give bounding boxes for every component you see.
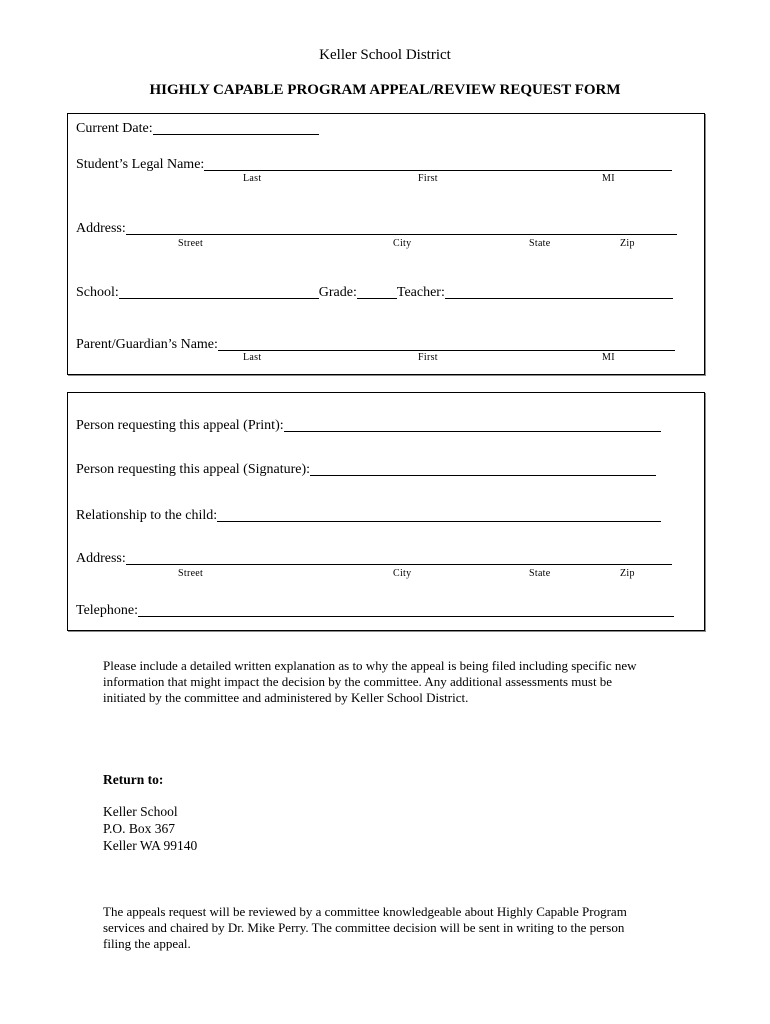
requester-address-city-caption: City (393, 568, 412, 579)
school-label: School: (76, 285, 119, 300)
guardian-first-caption: First (418, 352, 438, 363)
return-address-line-1: Keller School (103, 804, 178, 819)
student-name-label: Student’s Legal Name: (76, 157, 205, 172)
telephone-field[interactable] (76, 601, 674, 619)
relationship-label: Relationship to the child: (76, 508, 218, 523)
requester-address-street-caption: Street (178, 568, 204, 579)
teacher-line[interactable] (445, 284, 673, 299)
requester-address-zip-caption: Zip (620, 568, 635, 579)
instructions-line-3: initiated by the committee and administered by Keller School District. (103, 690, 469, 705)
current-date-field[interactable] (76, 119, 319, 137)
requester-signature-label: Person requesting this appeal (Signature): (76, 462, 311, 477)
student-address-state-caption: State (529, 238, 551, 249)
current-date-line[interactable] (153, 120, 319, 135)
committee-note (103, 904, 683, 952)
requester-print-line[interactable] (284, 417, 661, 432)
guardian-last-caption: Last (243, 352, 262, 363)
telephone-line[interactable] (138, 602, 674, 617)
committee-note-line-3: filing the appeal. (103, 936, 191, 951)
teacher-label: Teacher: (396, 285, 445, 300)
student-address-zip-caption: Zip (620, 238, 635, 249)
instructions-line-2: information that might impact the decision by the committee. Any additional assessments must be (103, 674, 613, 689)
requester-address-line[interactable] (126, 550, 672, 565)
student-address-city-caption: City (393, 238, 412, 249)
student-address-street-caption: Street (178, 238, 204, 249)
student-address-label: Address: (76, 221, 126, 236)
return-to-heading: Return to: (103, 772, 164, 787)
committee-note-line-1: The appeals request will be reviewed by a committee knowledgeable about Highly Capable Program (103, 904, 627, 919)
school-grade-teacher-row (76, 283, 673, 301)
telephone-label: Telephone: (76, 603, 138, 618)
student-name-field[interactable] (76, 155, 672, 173)
current-date-label: Current Date: (76, 121, 153, 136)
student-address-line[interactable] (126, 220, 677, 235)
requester-address-field[interactable] (76, 549, 672, 567)
requester-address-state-caption: State (529, 568, 551, 579)
district-name: Keller School District (319, 47, 451, 63)
instructions-paragraph (103, 658, 683, 706)
guardian-name-line[interactable] (218, 336, 675, 351)
relationship-line[interactable] (217, 507, 661, 522)
instructions-line-1: Please include a detailed written explanation as to why the appeal is being filed including specific new (103, 658, 637, 673)
requester-print-field[interactable] (76, 416, 661, 434)
form-title: HIGHLY CAPABLE PROGRAM APPEAL/REVIEW REQUEST FORM (149, 82, 621, 98)
guardian-name-field[interactable] (76, 335, 675, 353)
school-line[interactable] (119, 284, 319, 299)
return-address-line-2: P.O. Box 367 (103, 821, 176, 836)
requester-signature-field[interactable] (76, 460, 656, 478)
grade-line[interactable] (357, 284, 397, 299)
student-name-last-caption: Last (243, 173, 262, 184)
committee-note-line-2: services and chaired by Dr. Mike Perry. The committee decision will be sent in writing to the person (103, 920, 625, 935)
return-address-line-3: Keller WA 99140 (103, 838, 198, 853)
requester-address-label: Address: (76, 551, 126, 566)
requester-signature-line[interactable] (310, 461, 656, 476)
student-name-first-caption: First (418, 173, 438, 184)
student-name-line[interactable] (204, 156, 672, 171)
guardian-mi-caption: MI (602, 352, 615, 363)
grade-label: Grade: (318, 285, 357, 300)
relationship-field[interactable] (76, 506, 661, 524)
requester-print-label: Person requesting this appeal (Print): (76, 418, 284, 433)
guardian-name-label: Parent/Guardian’s Name: (76, 337, 218, 352)
student-address-field[interactable] (76, 219, 677, 237)
student-name-mi-caption: MI (602, 173, 615, 184)
